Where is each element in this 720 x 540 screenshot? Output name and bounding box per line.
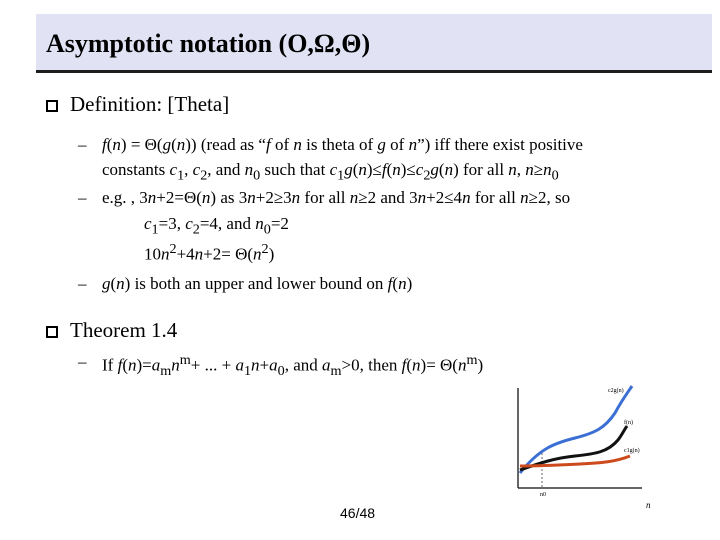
c1g-label: c1g(n): [624, 448, 640, 454]
checkbox-bullet-icon: [46, 100, 58, 112]
dash-bullet-icon: –: [78, 274, 87, 293]
n0-label: n0: [540, 492, 546, 498]
title-bar: [36, 14, 712, 73]
f-label: f(n): [624, 420, 633, 426]
dash-bullet-icon: –: [78, 135, 87, 154]
definition-heading: [46, 92, 229, 117]
definition-heading-text: Definition: [Theta]: [70, 92, 230, 116]
slide-title: Asymptotic notation (O,Ω,Θ): [46, 29, 371, 58]
n-axis-label: n: [646, 500, 651, 510]
page-number: 46/48: [340, 505, 376, 521]
example-line-2: $c_1=3$, $c_2=4$, and $n_0=2$: [144, 214, 289, 238]
theta-graph: [500, 378, 670, 518]
theorem-heading-text: Theorem 1.4: [70, 318, 178, 342]
definition-line-2: constants $c_1$, $c_2$, and $n_0$ such that $c_1g(n)\le f(n)\le c_2g(n)$ for all n, $n\ge n_0$: [102, 160, 559, 184]
theorem-heading: [46, 318, 177, 343]
c2g-label: c2g(n): [608, 388, 624, 394]
checkbox-bullet-icon: [46, 326, 58, 338]
dash-bullet-icon: –: [78, 352, 87, 371]
example-line-3: $10n^2+4n+2= \Theta(n^2)$: [144, 241, 275, 264]
dash-bullet-icon: –: [78, 188, 87, 207]
